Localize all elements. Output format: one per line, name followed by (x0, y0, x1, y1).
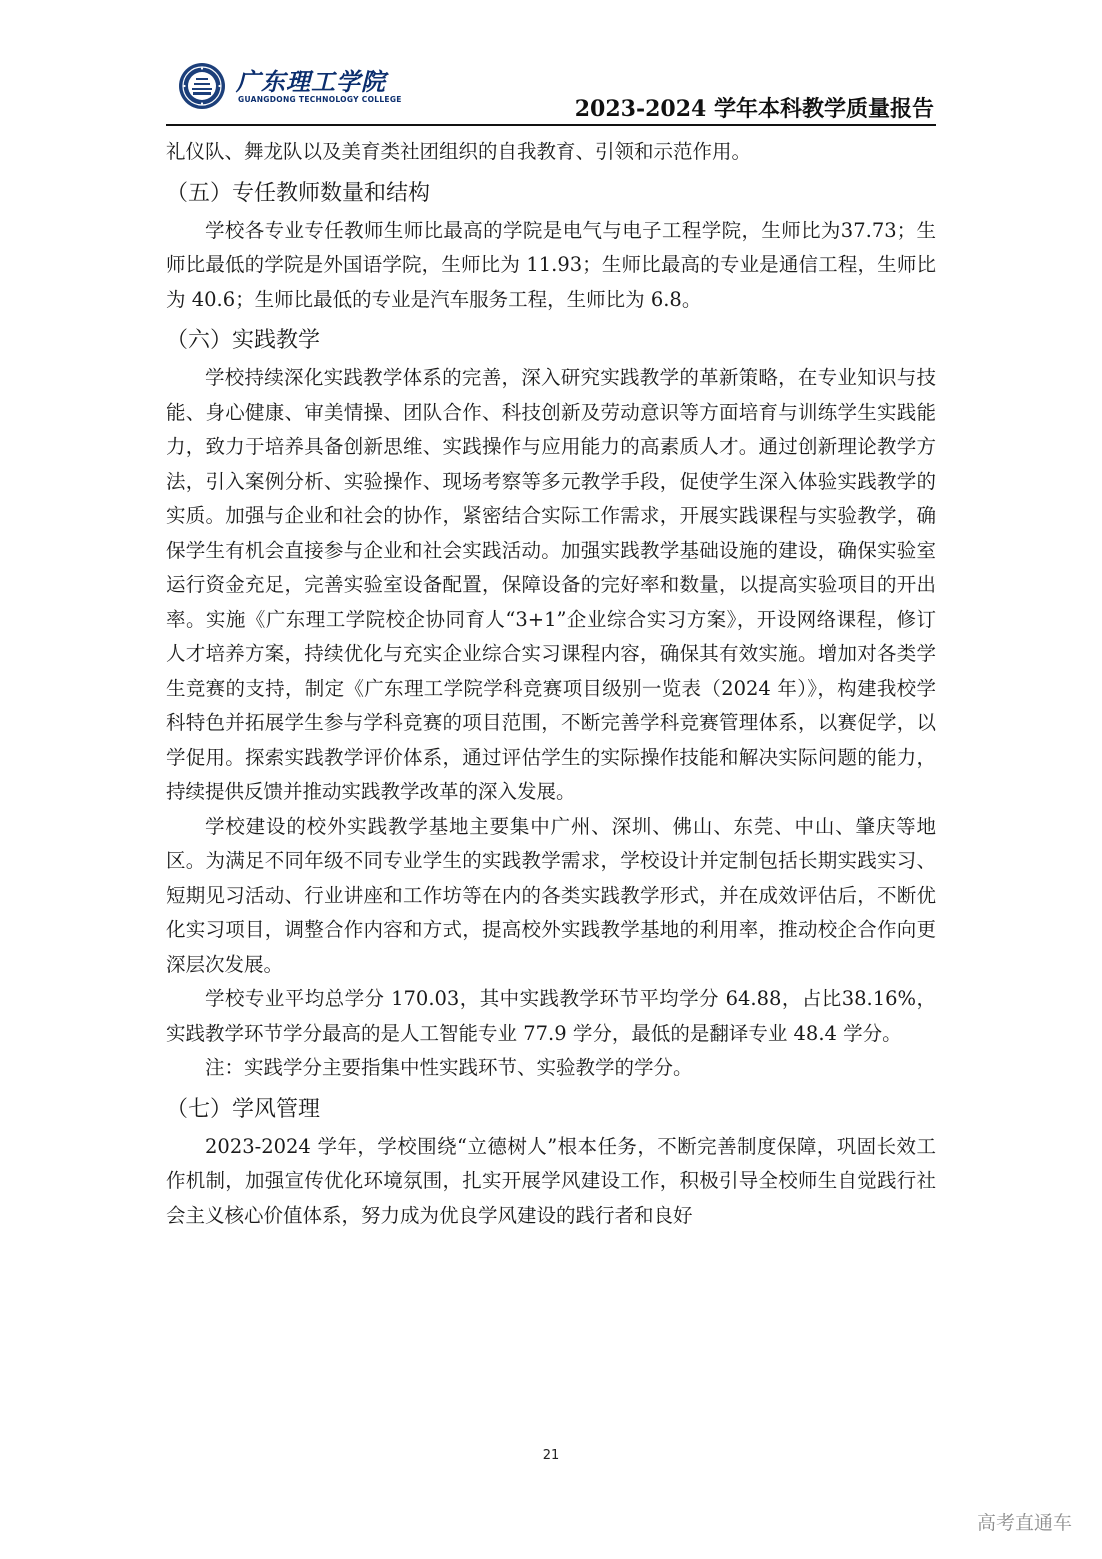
section-6-paragraph-2: 学校建设的校外实践教学基地主要集中广州、深圳、佛山、东莞、中山、肇庆等地区。为满足不同年级不同专业学生的实践教学需求，学校设计并定制包括长期实践实习、短期见习活动、行业讲座和工作坊等在内的各类实践教学形式，并在成效评估后，不断优化实习项目，调整合作内容和方式，提高校外实践教学基地的利用率，推动校企合作向更深层次发展。 (166, 814, 936, 976)
section-6-note: 注：实践学分主要指集中性实践环节、实验教学的学分。 (205, 1056, 693, 1079)
section-6-paragraph-1: 学校持续深化实践教学体系的完善，深入研究实践教学的革新策略，在专业知识与技能、身心健康、审美情操、团队合作、科技创新及劳动意识等方面培育与训练学生实践能力，致力于培养具备创新思维、实践操作与应用能力的高素质人才。通过创新理论教学方法，引入案例分析、实验操作、现场考察等多元教学手段，促使学生深入体验实践教学的实质。加强与企业和社会的协作，紧密结合实际工作需求，开展实践课程与实验教学，确保学生有机会直接参与企业和社会实践活动。加强实践教学基础设施的建设，确保实验室运行资金充足，完善实验室设备配置，保障设备的完好率和数量，以提高实验项目的开出率。实施《广东理工学院校企协同育人“3+1”企业综合实习方案》，开设网络课程，修订人才培养方案，持续优化与充实企业综合实习课程内容，确保其有效实施。增加对各类学生竞赛的支持，制定《广东理工学院学科竞赛项目级别一览表（2024 年）》，构建我校学科特色并拓展学生参与学科竞赛的项目范围，不断完善学科竞赛管理体系，以赛促学，以学促用。探索实践教学评价体系，通过评估学生的实际操作技能和解决实际问题的能力，持续提供反馈并推动实践教学改革的深入发展。 (166, 366, 936, 803)
report-title: 2023-2024 学年本科教学质量报告 (574, 96, 934, 122)
document-body (166, 135, 936, 1233)
watermark-text: 高考直通车 (976, 1512, 1072, 1534)
section-heading-7: （七）学风管理 (166, 1096, 321, 1122)
school-name: 广东理工学院 (236, 67, 386, 96)
school-name-en: GUANGDONG TECHNOLOGY COLLEGE (238, 95, 402, 104)
section-7-paragraph-1: 2023-2024 学年，学校围绕“立德树人”根本任务，不断完善制度保障，巩固长效工作机制，加强宣传优化环境氛围，扎实开展学风建设工作，积极引导全校师生自觉践行社会主义核心价值体系，努力成为优良学风建设的践行者和良好 (166, 1134, 936, 1227)
section-heading-5: （五）专任教师数量和结构 (166, 180, 431, 206)
intro-paragraph: 礼仪队、舞龙队以及美育类社团组织的自我教育、引领和示范作用。 (166, 140, 752, 163)
page-number: 21 (542, 1448, 560, 1463)
section-heading-6: （六）实践教学 (166, 328, 321, 353)
section-5-paragraph-1: 学校各专业专任教师生师比最高的学院是电气与电子工程学院，生师比为37.73；生师比最低的学院是外国语学院，生师比为 11.93；生师比最高的专业是通信工程，生师比为 40.6；生师比最低的专业是汽车服务工程，生师比为 6.8。 (166, 218, 936, 311)
section-6-paragraph-3: 学校专业平均总学分 170.03，其中实践教学环节平均学分 64.88，占比38.16%，实践教学环节学分最高的是人工智能专业 77.9 学分，最低的是翻译专业 48.4 学分。 (166, 987, 936, 1045)
school-emblem-icon (178, 62, 226, 110)
header-divider (166, 124, 936, 126)
page-header (166, 58, 936, 126)
